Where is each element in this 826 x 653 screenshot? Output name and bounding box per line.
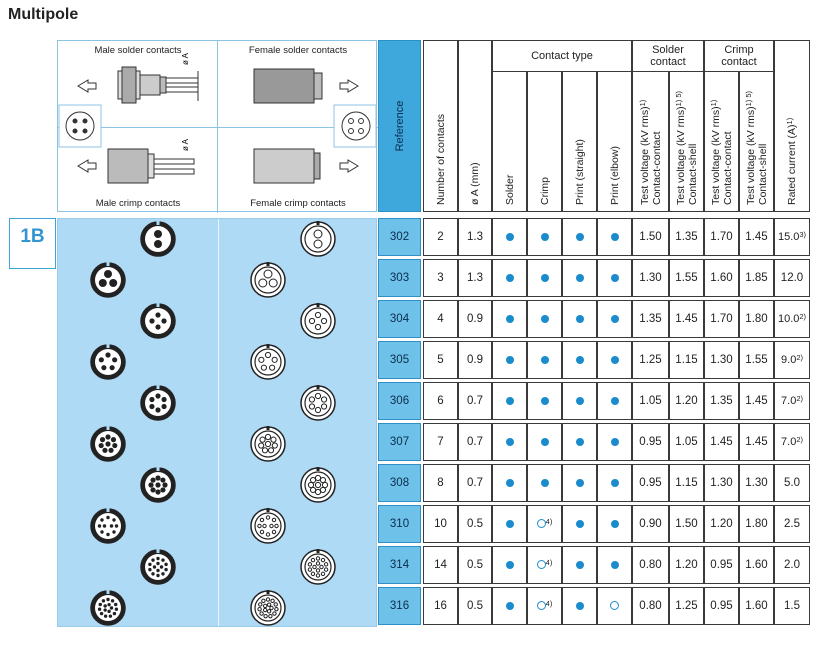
table-cell-pelb bbox=[597, 218, 632, 256]
header-solder: Solder bbox=[492, 71, 527, 212]
dim-label-bottom: ø A bbox=[181, 138, 190, 151]
table-cell-a: 0.9 bbox=[458, 300, 492, 338]
header-crimp: Crimp bbox=[527, 71, 562, 212]
table-cell-s_cs: 1.15 bbox=[669, 341, 704, 379]
table-cell-crimp bbox=[527, 300, 562, 338]
female-face-icon-316 bbox=[251, 590, 285, 625]
table-cell-pelb bbox=[597, 341, 632, 379]
table-cell-pstr bbox=[562, 505, 597, 543]
header-solder-test-cs: Test voltage (kV rms)$^{1) 5)}$ Contact-shell bbox=[669, 71, 704, 212]
table-cell-solder bbox=[492, 546, 527, 584]
male-face-icon-316 bbox=[91, 590, 125, 625]
filled-dot-icon bbox=[541, 479, 549, 487]
female-face-icon-307 bbox=[251, 426, 285, 461]
header-num-contacts: Number of contacts bbox=[423, 40, 458, 212]
table-cell-crimp: 4) bbox=[527, 505, 562, 543]
table-cell-rated: 2.5 bbox=[774, 505, 810, 543]
male-face-icon-302 bbox=[141, 221, 175, 256]
filled-dot-icon bbox=[576, 233, 584, 241]
label-female-crimp: Female crimp contacts bbox=[250, 198, 346, 209]
reference-column bbox=[378, 218, 421, 627]
table-cell-c_cc: 1.30 bbox=[704, 341, 739, 379]
table-cell-c_cs: 1.80 bbox=[739, 300, 774, 338]
table-cell-s_cs: 1.20 bbox=[669, 546, 704, 584]
table-cell-pelb bbox=[597, 423, 632, 461]
table-cell-a: 0.5 bbox=[458, 587, 492, 625]
connector-face-icons bbox=[58, 219, 378, 628]
female-face-icon-308 bbox=[301, 467, 335, 502]
header-contact-type: Contact type bbox=[492, 40, 632, 72]
table-cell-c_cc: 0.95 bbox=[704, 587, 739, 625]
header-rated-current: Rated current $(A)^{1)}$ bbox=[774, 40, 810, 212]
series-badge: 1B bbox=[9, 218, 56, 269]
table-cell-pelb bbox=[597, 259, 632, 297]
label-female-solder: Female solder contacts bbox=[248, 45, 348, 56]
table-cell-crimp: 4) bbox=[527, 546, 562, 584]
table-cell-pelb bbox=[597, 464, 632, 502]
filled-dot-icon bbox=[506, 520, 514, 528]
dim-label-top: ø A bbox=[181, 52, 190, 65]
filled-dot-icon bbox=[576, 520, 584, 528]
table-cell-s_cc: 1.25 bbox=[632, 341, 669, 379]
table-cell-solder bbox=[492, 341, 527, 379]
filled-dot-icon bbox=[611, 233, 619, 241]
table-cell-s_cs: 1.45 bbox=[669, 300, 704, 338]
table-cell-rated: 12.0 bbox=[774, 259, 810, 297]
table-cell-s_cs: 1.15 bbox=[669, 464, 704, 502]
table-cell-solder bbox=[492, 505, 527, 543]
reference-cell: 307 bbox=[378, 423, 421, 461]
table-cell-rated: 9.0$^{2)}$ bbox=[774, 341, 810, 379]
reference-cell: 308 bbox=[378, 464, 421, 502]
table-cell-c_cs: 1.45 bbox=[739, 382, 774, 420]
table-cell-rated: 7.0$^{2)}$ bbox=[774, 382, 810, 420]
reference-cell: 304 bbox=[378, 300, 421, 338]
table-cell-solder bbox=[492, 423, 527, 461]
table-cell-c_cc: 1.70 bbox=[704, 218, 739, 256]
table-cell-crimp: 4) bbox=[527, 587, 562, 625]
label-male-solder: Male solder contacts bbox=[94, 45, 182, 56]
table-cell-rated: 5.0 bbox=[774, 464, 810, 502]
spec-table bbox=[423, 40, 810, 627]
table-cell-pstr bbox=[562, 341, 597, 379]
table-cell-n: 5 bbox=[423, 341, 458, 379]
table-cell-s_cc: 1.35 bbox=[632, 300, 669, 338]
header-crimp-contact: Crimp contact bbox=[704, 40, 774, 72]
filled-dot-icon bbox=[576, 397, 584, 405]
filled-dot-icon bbox=[506, 315, 514, 323]
table-cell-c_cc: 1.60 bbox=[704, 259, 739, 297]
table-cell-n: 4 bbox=[423, 300, 458, 338]
table-cell-solder bbox=[492, 382, 527, 420]
table-cell-rated: 15.0$^{3)}$ bbox=[774, 218, 810, 256]
table-cell-n: 2 bbox=[423, 218, 458, 256]
table-cell-n: 6 bbox=[423, 382, 458, 420]
reference-cell: 316 bbox=[378, 587, 421, 625]
table-cell-s_cc: 1.05 bbox=[632, 382, 669, 420]
header-print-straight: Print (straight) bbox=[562, 71, 597, 212]
open-dot-icon bbox=[537, 519, 546, 528]
table-cell-s_cc: 0.80 bbox=[632, 546, 669, 584]
filled-dot-icon bbox=[506, 438, 514, 446]
table-cell-pelb bbox=[597, 546, 632, 584]
table-cell-solder bbox=[492, 300, 527, 338]
table-cell-pstr bbox=[562, 300, 597, 338]
filled-dot-icon bbox=[611, 315, 619, 323]
label-male-crimp: Male crimp contacts bbox=[95, 198, 181, 209]
filled-dot-icon bbox=[611, 356, 619, 364]
table-cell-s_cc: 0.90 bbox=[632, 505, 669, 543]
table-cell-s_cs: 1.05 bbox=[669, 423, 704, 461]
table-cell-c_cs: 1.60 bbox=[739, 587, 774, 625]
table-cell-pstr bbox=[562, 464, 597, 502]
filled-dot-icon bbox=[506, 233, 514, 241]
filled-dot-icon bbox=[506, 479, 514, 487]
header-crimp-test-cs: Test voltage (kV rms)$^{1) 5)}$ Contact-shell bbox=[739, 71, 774, 212]
table-cell-n: 14 bbox=[423, 546, 458, 584]
table-cell-s_cs: 1.55 bbox=[669, 259, 704, 297]
table-cell-a: 0.7 bbox=[458, 464, 492, 502]
table-cell-n: 8 bbox=[423, 464, 458, 502]
filled-dot-icon bbox=[541, 233, 549, 241]
filled-dot-icon bbox=[611, 438, 619, 446]
male-face-icon-305 bbox=[91, 344, 125, 379]
table-cell-c_cs: 1.30 bbox=[739, 464, 774, 502]
table-cell-pstr bbox=[562, 218, 597, 256]
table-cell-s_cc: 1.30 bbox=[632, 259, 669, 297]
table-cell-pelb bbox=[597, 587, 632, 625]
open-dot-icon bbox=[610, 601, 619, 610]
male-face-icon-308 bbox=[141, 467, 175, 502]
table-cell-n: 10 bbox=[423, 505, 458, 543]
table-cell-a: 0.9 bbox=[458, 341, 492, 379]
table-cell-c_cc: 0.95 bbox=[704, 546, 739, 584]
table-cell-crimp bbox=[527, 259, 562, 297]
filled-dot-icon bbox=[506, 356, 514, 364]
table-cell-a: 0.5 bbox=[458, 505, 492, 543]
table-cell-crimp bbox=[527, 341, 562, 379]
header-solder-contact: Solder contact bbox=[632, 40, 704, 72]
table-cell-pelb bbox=[597, 505, 632, 543]
table-cell-a: 0.7 bbox=[458, 423, 492, 461]
table-cell-s_cs: 1.25 bbox=[669, 587, 704, 625]
table-cell-c_cs: 1.55 bbox=[739, 341, 774, 379]
table-cell-rated: 10.0$^{2)}$ bbox=[774, 300, 810, 338]
table-cell-a: 1.3 bbox=[458, 259, 492, 297]
table-cell-rated: 7.0$^{2)}$ bbox=[774, 423, 810, 461]
reference-cell: 303 bbox=[378, 259, 421, 297]
reference-cell: 305 bbox=[378, 341, 421, 379]
table-cell-pelb bbox=[597, 382, 632, 420]
filled-dot-icon bbox=[611, 479, 619, 487]
reference-cell: 314 bbox=[378, 546, 421, 584]
filled-dot-icon bbox=[611, 274, 619, 282]
reference-cell: 306 bbox=[378, 382, 421, 420]
filled-dot-icon bbox=[541, 315, 549, 323]
table-cell-c_cc: 1.20 bbox=[704, 505, 739, 543]
reference-cell: 310 bbox=[378, 505, 421, 543]
filled-dot-icon bbox=[611, 397, 619, 405]
table-cell-solder bbox=[492, 259, 527, 297]
table-cell-rated: 2.0 bbox=[774, 546, 810, 584]
table-cell-a: 1.3 bbox=[458, 218, 492, 256]
table-cell-c_cs: 1.80 bbox=[739, 505, 774, 543]
table-cell-rated: 1.5 bbox=[774, 587, 810, 625]
open-dot-icon bbox=[537, 601, 546, 610]
male-face-icon-314 bbox=[141, 549, 175, 584]
table-cell-crimp bbox=[527, 382, 562, 420]
table-cell-s_cc: 1.50 bbox=[632, 218, 669, 256]
table-cell-crimp bbox=[527, 218, 562, 256]
filled-dot-icon bbox=[541, 438, 549, 446]
female-face-icon-305 bbox=[251, 344, 285, 379]
filled-dot-icon bbox=[576, 315, 584, 323]
filled-dot-icon bbox=[576, 602, 584, 610]
header-crimp-test-cc: Test voltage (kV rms)$^{1)}$ Contact-contact bbox=[704, 71, 739, 212]
table-cell-c_cc: 1.30 bbox=[704, 464, 739, 502]
filled-dot-icon bbox=[611, 561, 619, 569]
connector-faces-panel bbox=[57, 218, 377, 627]
header-diameter: ø A (mm) bbox=[458, 40, 492, 212]
male-face-icon-310 bbox=[91, 508, 125, 543]
female-solder-drawing bbox=[254, 69, 358, 103]
table-cell-s_cs: 1.50 bbox=[669, 505, 704, 543]
male-face-icon-304 bbox=[141, 303, 175, 338]
table-cell-s_cs: 1.35 bbox=[669, 218, 704, 256]
table-cell-pstr bbox=[562, 423, 597, 461]
female-face-icon-314 bbox=[301, 549, 335, 584]
filled-dot-icon bbox=[576, 479, 584, 487]
table-cell-solder bbox=[492, 464, 527, 502]
male-solder-drawing bbox=[78, 67, 198, 103]
table-cell-crimp bbox=[527, 464, 562, 502]
filled-dot-icon bbox=[541, 356, 549, 364]
reference-cell: 302 bbox=[378, 218, 421, 256]
open-dot-icon bbox=[537, 560, 546, 569]
table-cell-c_cs: 1.60 bbox=[739, 546, 774, 584]
filled-dot-icon bbox=[506, 274, 514, 282]
table-cell-n: 7 bbox=[423, 423, 458, 461]
filled-dot-icon bbox=[506, 602, 514, 610]
female-crimp-drawing bbox=[254, 149, 358, 183]
table-cell-s_cc: 0.80 bbox=[632, 587, 669, 625]
table-cell-c_cs: 1.85 bbox=[739, 259, 774, 297]
filled-dot-icon bbox=[541, 397, 549, 405]
connector-drawings bbox=[58, 41, 378, 213]
page-title: Multipole bbox=[8, 6, 79, 23]
table-cell-pstr bbox=[562, 382, 597, 420]
filled-dot-icon bbox=[506, 397, 514, 405]
table-cell-s_cs: 1.20 bbox=[669, 382, 704, 420]
male-face-icon-306 bbox=[141, 385, 175, 420]
filled-dot-icon bbox=[506, 561, 514, 569]
table-cell-s_cc: 0.95 bbox=[632, 423, 669, 461]
table-cell-c_cc: 1.35 bbox=[704, 382, 739, 420]
male-face-icon-307 bbox=[91, 426, 125, 461]
female-face-icon-303 bbox=[251, 262, 285, 297]
table-cell-pelb bbox=[597, 300, 632, 338]
female-face-icon-302 bbox=[301, 221, 335, 256]
table-cell-s_cc: 0.95 bbox=[632, 464, 669, 502]
table-cell-solder bbox=[492, 587, 527, 625]
filled-dot-icon bbox=[576, 561, 584, 569]
table-cell-n: 3 bbox=[423, 259, 458, 297]
table-cell-pstr bbox=[562, 587, 597, 625]
connector-diagram bbox=[57, 40, 377, 212]
table-cell-c_cs: 1.45 bbox=[739, 423, 774, 461]
table-cell-n: 16 bbox=[423, 587, 458, 625]
table-cell-a: 0.5 bbox=[458, 546, 492, 584]
pin-layout-right bbox=[334, 105, 376, 147]
header-print-elbow: Print (elbow) bbox=[597, 71, 632, 212]
pin-layout-left bbox=[59, 105, 101, 147]
table-cell-crimp bbox=[527, 423, 562, 461]
filled-dot-icon bbox=[576, 438, 584, 446]
table-cell-solder bbox=[492, 218, 527, 256]
header-solder-test-cc: Test voltage (kV rms)$^{1)}$ Contact-contact bbox=[632, 71, 669, 212]
table-cell-pstr bbox=[562, 259, 597, 297]
female-face-icon-306 bbox=[301, 385, 335, 420]
male-face-icon-303 bbox=[91, 262, 125, 297]
table-cell-c_cc: 1.70 bbox=[704, 300, 739, 338]
female-face-icon-310 bbox=[251, 508, 285, 543]
filled-dot-icon bbox=[541, 274, 549, 282]
filled-dot-icon bbox=[576, 274, 584, 282]
table-cell-a: 0.7 bbox=[458, 382, 492, 420]
table-cell-c_cc: 1.45 bbox=[704, 423, 739, 461]
table-cell-c_cs: 1.45 bbox=[739, 218, 774, 256]
filled-dot-icon bbox=[611, 520, 619, 528]
male-crimp-drawing bbox=[78, 149, 194, 183]
reference-header: Reference bbox=[378, 40, 421, 212]
female-face-icon-304 bbox=[301, 303, 335, 338]
table-cell-pstr bbox=[562, 546, 597, 584]
filled-dot-icon bbox=[576, 356, 584, 364]
